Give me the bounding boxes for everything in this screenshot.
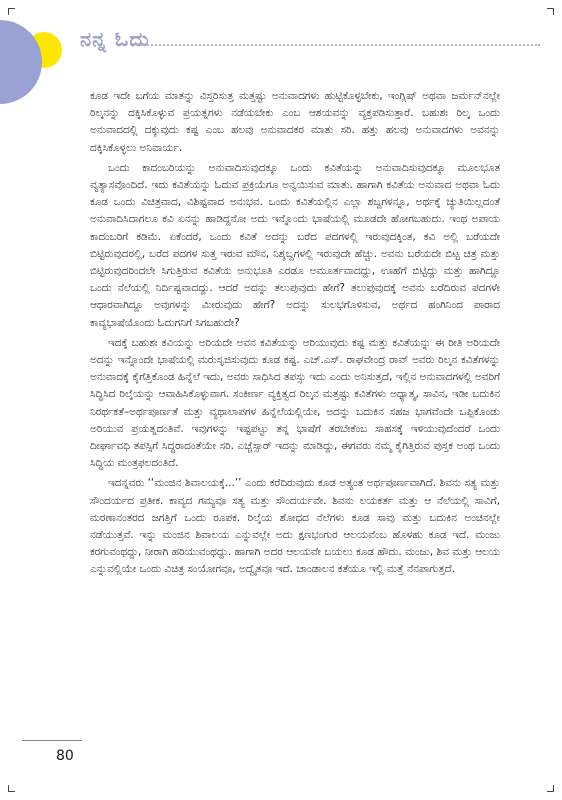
- paragraph: ಇದಕ್ಕೆ ಬಹುಶಃ ಕವಿಯನ್ನು ಅರಿಯದೇ ಅವನ ಕವಿತೆಯನ್ನು ಅರಿಯುವುದು ಕಷ್ಟ ಮತ್ತು ಕವಿತೆಯನ್ನು ಈ ರೀತಿ ಅರಿಯದೇ ಅದನ್ನು ಇನ್ನೊಂದೇ ಭಾಷೆಯಲ್ಲಿ ಮರುಸೃಜಿಸುವುದು ಕೂಡ ಕಷ್ಟ. ಎಚ್.ಎಸ್. ರಾಘವೇಂದ್ರ ರಾವ್ ಅವರು ರಿಲ್ಕನ ಕವಿತೆಗಳನ್ನು ಅನುವಾದಕ್ಕೆ ಕೈಗೆತ್ತಿಕೊಂಡ ಹಿನ್ನೆಲೆ ಇದು, ಅವರು ಸಾಧಿಸಿದ ತಪಸ್ಸು ಇದು ಎಂದು ಅನಿಸುತ್ತದೆ, ಇಲ್ಲಿನ ಅನುವಾದಗಳಲ್ಲಿ ಅವರಿಗೆ ಸಿದ್ಧಿಸಿದ ರಿಲ್ಕೆಯನ್ನು ಆವಾಹಿಸಿಕೊಳ್ಳುವಾಗ. ಸಂಕೀರ್ಣ ವ್ಯಕ್ತಿತ್ವದ ರಿಲ್ಕನ ಮತ್ತಷ್ಟು ಕವಿತೆಗಳು ಅಧ್ಯಾತ್ಮ, ಸಾವಿನ, ಇಡೀ ಬದುಕಿನ ನಿರರ್ಥಕತೆ–ಅರ್ಥಪೂರ್ಣತೆ ಮತ್ತು ವ್ಯಥಾಲಾಪಗಳ ಹಿನ್ನೆಲೆಯಲ್ಲಿಯೇ, ಅದನ್ನು ಬದುಕಿನ ಸಹಜ ಭಾಗವೆಂದೇ ಒಪ್ಪಿಕೊಂಡು ಅರಿಯುವ ಪ್ರಯತ್ನದಂತಿವೆ. ಇವುಗಳನ್ನು ಇಷ್ಟಪಟ್ಟು ತನ್ನ ಭಾಷೆಗೆ ತರಬೇಕೆಂಬ ಸಾಹಸಕ್ಕೆ ಇಳಿಯುವುದೆಂದರೆ ಒಂದು ದೀರ್ಘಾವಧಿ ತಪಸ್ಸಿಗೆ ಸಿದ್ಧರಾದಂತೆಯೇ ಸರಿ. ಎಚ್ಚೆಸ್ಸಾರ್ ಇದನ್ನು ಮಾಡಿದ್ದು, ಈಗವರು ನಮ್ಮ ಕೈಗಿತ್ತಿರುವ ಪುಸ್ತಕ ಅಂಥ ಒಂದು ಸಿದ್ಧಿಯ ಮಂತ್ರಫಲದಂತಿದೆ.: [90, 336, 500, 470]
- crop-mark-top-right: [547, 8, 554, 15]
- body-text: [90, 88, 500, 748]
- paragraph: ಒಂದು ಕಾದಂಬರಿಯನ್ನು ಅನುವಾದಿಸುವುದಕ್ಕೂ ಒಂದು ಕವಿತೆಯನ್ನು ಅನುವಾದಿಸುವುದಕ್ಕೂ ಮೂಲಭೂತ ವ್ಯತ್ಯಾಸವೊಂದಿದೆ. ಇದು ಕವಿತೆಯನ್ನು ಓದುವ ಪ್ರಕ್ರಿಯೆಗೂ ಅನ್ವಯಿಸುವ ಮಾತು. ಹಾಗಾಗಿ ಕವಿತೆಯ ಅನುವಾದ ಅಥವಾ ಓದು ಕೂಡ ಒಂದು ವಿಚಿತ್ರವಾದ, ವಿಶಿಷ್ಟವಾದ ಅನುಭವ. ಒಂದು ಕವಿತೆಯಲ್ಲಿನ ಎಲ್ಲಾ ಶಬ್ದಗಳನ್ನೂ, ಅರ್ಥಕ್ಕೆ ಚ್ಯುತಿಯಿಲ್ಲದಂತೆ ಅನುವಾದಿಸಿದಾಗಲೂ ಕವಿ ಏನನ್ನು ಹಾಡಿದ್ದನೋ ಅದು ಇನ್ನೊಂದು ಭಾಷೆಯಲ್ಲಿ ಮೂಡದೇ ಹೋಗಬಹುದು. ಇಂಥ ಅಪಾಯ ಕಾದಂಬರಿಗೆ ಕಡಿಮೆ. ಏಕೆಂದರೆ, ಒಂದು ಕವಿತೆ ಅದನ್ನು ಬರೆದ ಪದಗಳಲ್ಲಿ ಇರುವುದಕ್ಕಿಂತ, ಕವಿ ಅಲ್ಲಿ ಬರೆಯದೇ ಬಿಟ್ಟಿರುವುದರಲ್ಲಿ, ಬರೆದ ಪದಗಳ ಸುತ್ತ ಇರುವ ಮೌನ, ನಿಶ್ಶಬ್ದಗಳಲ್ಲಿ ಇರುವುದೇ ಹೆಚ್ಚು. ಅವನು ಬರೆಯದೇ ಬಿಟ್ಟ ಚಿತ್ರ ಮತ್ತು ಬಿಟ್ಟಿರುವುದರಿಂದಲೇ ಸಿಗುತ್ತಿರುವ ಕವಿತೆಯ ಅನುಭೂತಿ ಎರಡೂ ಅಮೂರ್ತವಾದದ್ದು, ಊಹೆಗೆ ಬಿಟ್ಟಿದ್ದು ಮತ್ತು ಹಾಗಿದ್ದೂ ಒಂದು ನೆಲೆಯಲ್ಲಿ ನಿರ್ದಿಷ್ಟವಾದದ್ದು. ಆದರೆ ಅದನ್ನು ತಲುಪುವುದು ಹೇಗೆ? ತಲುಪುವುದಕ್ಕೆ ಅವನು ಬರೆದಿರುವ ಪದಗಳೇ ಆಧಾರವಾಗಿದ್ದೂ ಅವುಗಳನ್ನು ಮೀರುವುದು ಹೇಗೆ? ಅದನ್ನು ಸುಲಭಗೊಳಿಸುವ, ಅರ್ಥದ ಹಂಗಿನಿಂದ ಪಾರಾದ ಕಾವ್ಯಭಾಷೆಯೊಂದು ಓದುಗನಿಗೆ ಸಿಗಬಹುದೇ?: [90, 161, 500, 329]
- crop-mark-bottom-right: [547, 785, 554, 792]
- page-number: 80: [56, 748, 74, 764]
- header-decoration-circles: [0, 0, 90, 110]
- blue-half-circle: [0, 20, 42, 104]
- paragraph: ಕೂಡ ಇದೇ ಬಗೆಯ ಮಾತನ್ನು ವಿಸ್ತರಿಸುತ್ತ ಮತ್ತಷ್ಟು ಅನುವಾದಗಳು ಹುಟ್ಟಿಕೊಳ್ಳಬೇಕು, ಇಂಗ್ಲಿಷ್ ಅಥವಾ ಜರ್ಮನ್‌ನಲ್ಲೇ ರಿಲ್ಕನನ್ನು ದಕ್ಕಿಸಿಕೊಳ್ಳುವ ಪ್ರಯತ್ನಗಳು ನಡೆಯಬೇಕು ಎಂಬ ಆಶಯವನ್ನು ವ್ಯಕ್ತಪಡಿಸುತ್ತಾರೆ. ಬಹುಶಃ ರಿಲ್ಕ ಒಂದು ಅನುವಾದದಲ್ಲಿ ದಕ್ಕುವುದು ಕಷ್ಟ ಎಂಬ ಹಲವು ಅನುವಾದಕರ ಮಾತು ಸರಿ. ಹತ್ತು ಹಲವು ಅನುವಾದಗಳು ಅವನನ್ನು ದಕ್ಕಿಸಿಕೊಳ್ಳಲು ಅನಿವಾರ್ಯ.: [90, 90, 500, 154]
- page-header-title: ನನ್ನ ಓದು: [80, 27, 150, 51]
- header-dotted-rule: [140, 44, 540, 46]
- crop-mark-bottom-left: [8, 785, 15, 792]
- paragraph: ಇದನ್ನವರು ‘‘ಮಂಜಿನ ಶಿವಾಲಯಕ್ಕೆ...’’ ಎಂದು ಕರೆದಿರುವುದು ಕೂಡ ಅತ್ಯಂತ ಅರ್ಥಪೂರ್ಣವಾಗಿದೆ. ಶಿವನು ಸತ್ಯ ಮತ್ತು ಸೌಂದರ್ಯದ ಪ್ರತೀಕ. ಕಾವ್ಯದ ಗಮ್ಯವೂ ಸತ್ಯ ಮತ್ತು ಸೌಂದರ್ಯವೇ. ಶಿವನು ಲಯಕರ್ತ ಮತ್ತು ಆ ನೆಲೆಯಲ್ಲಿ ಸಾವಿಗೆ, ಮರಣಾನಂತರದ ಜಗತ್ತಿಗೆ ಒಂದು ರೂಪಕ. ರಿಲ್ಕೆಯ ಶೋಧದ ನೆಲೆಗಳು ಕೂಡ ಸಾವು ಮತ್ತು ಬದುಕಿನ ಅಂಚಿನಲ್ಲೇ ನಡೆಯುತ್ತವೆ. ಇನ್ನು ಮಂಜಿನ ಶಿವಾಲಯ ಎನ್ನುವಲ್ಲೇ ಅದು ಕ್ಷಣಭಂಗುರ ಆಲಯವೆಂಬ ಹೊಳಹು ಕೂಡ ಇದೆ. ಮಂಜು ಕರಗುವಂಥದ್ದು, ನೀರಾಗಿ ಹರಿಯುವಂಥದ್ದು. ಹಾಗಾಗಿ ಅದರ ಆಲಯವೇ ಬಯಲು ಕೂಡ ಹೌದು. ಮಂಜು, ಶಿವ ಮತ್ತು ಆಲಯ ಎನ್ನುವಲ್ಲಿಯೇ ಒಂದು ವಿಚಿತ್ರ ಸಂಯೋಗವೂ, ಅದ್ವೈತವೂ ಇದೆ. ಚಾಂಡಾಲನ ಕತೆಯೂ ಇಲ್ಲಿ ಮತ್ತೆ ನೆನಪಾಗುತ್ತದೆ.: [90, 477, 500, 576]
- footer-rule: [22, 740, 82, 741]
